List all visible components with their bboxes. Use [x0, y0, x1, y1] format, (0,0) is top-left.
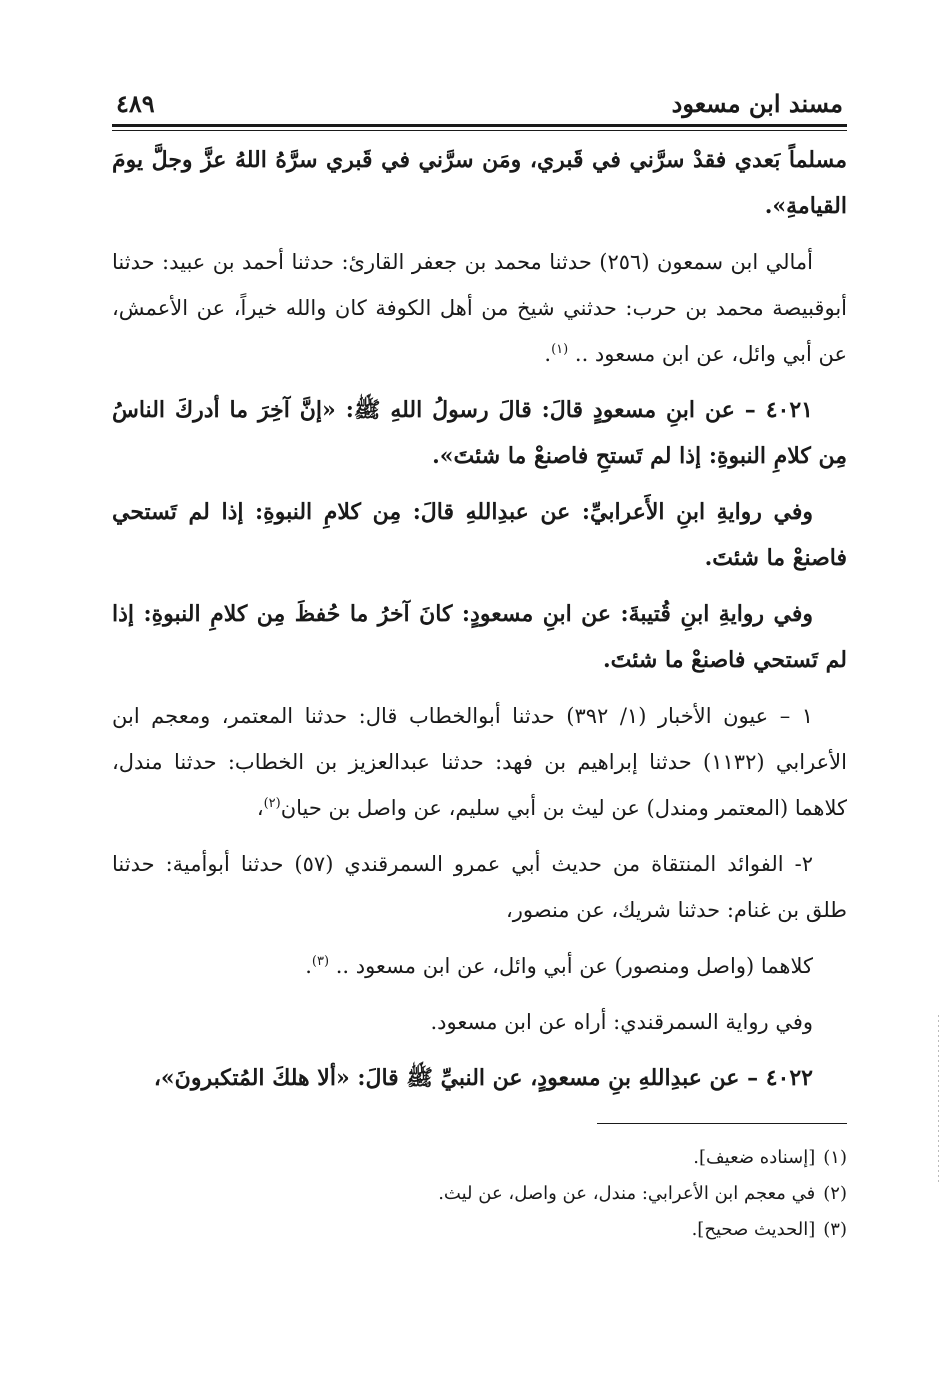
hadith-continuation: مسلماً بَعدي فقدْ سرَّني في قَبري، ومَن سرَّني في قَبري سرَّهُ اللهُ عزَّ وجلَّ يومَ القيامةِ». — [112, 147, 847, 219]
footnote-ref[interactable]: (٢) — [263, 796, 281, 811]
hadith-4021: ٤٠٢١ – عن ابنِ مسعودٍ قالَ: قالَ رسولُ اللهِ ﷺ: «إنَّ آخِرَ ما أدركَ الناسُ مِن كلامِ النبوةِ: إذا لم تَستحِ فاصنعْ ما شئتَ». — [112, 397, 847, 469]
source-paragraph: أمالي ابن سمعون (٢٥٦) حدثنا محمد بن جعفر القارئ: حدثنا أحمد بن عبيد: حدثنا أبوقبيصة محمد بن حرب: حدثني شيخ من أهل الكوفة كان والله خيراً، عن الأعمش، عن أبي وائل، عن ابن مسعود .. $^{(١)}$. — [112, 250, 847, 366]
source-paragraph: ٢- الفوائد المنتقاة من حديث أبي عمرو السمرقندي (٥٧) حدثنا أبوأمية: حدثنا طلق بن غنام: حدثنا شريك، عن منصور، — [112, 852, 847, 922]
footnote-number: (٢) — [823, 1183, 847, 1204]
header-rule-thin — [112, 130, 847, 131]
footnote — [112, 1212, 847, 1248]
footnote-ref[interactable]: (١) — [551, 342, 569, 357]
source-paragraph: كلاهما (واصل ومنصور) عن أبي وائل، عن ابن مسعود .. $^{(٣)}$. — [305, 954, 813, 978]
footnote-number: (٣) — [823, 1219, 847, 1240]
footnote — [112, 1176, 847, 1212]
footnote-text: في معجم ابن الأعرابي: مندل، عن واصل، عن ليث. — [438, 1183, 816, 1204]
hadith-4022: ٤٠٢٢ – عن عبدِاللهِ بنِ مسعودٍ، عن النبيِّ ﷺ قالَ: «ألا هلكَ المُتكبرونَ»، — [153, 1065, 813, 1091]
riwaya-ibn-qutayba: وفي روايةِ ابنِ قُتيبةَ: عن ابنِ مسعودٍ: كانَ آخرُ ما حُفظَ مِن كلامِ النبوةِ: إذا لم تَستحي فاصنعْ ما شئتَ. — [112, 601, 847, 673]
footnote-separator — [597, 1123, 847, 1124]
riwaya-ibn-alarabi: وفي روايةِ ابنِ الأَعرابيِّ: عن عبدِاللهِ قالَ: مِن كلامِ النبوةِ: إذا لم تَستحي فاصنعْ ما شئتَ. — [112, 499, 847, 571]
source-paragraph: وفي رواية السمرقندي: أراه عن ابن مسعود. — [430, 1010, 813, 1034]
main-text — [112, 137, 847, 1101]
page-header — [112, 78, 847, 118]
footnotes — [112, 1140, 847, 1248]
source-paragraph: ١ – عيون الأخبار (١/ ٣٩٢) حدثنا أبوالخطاب قال: حدثنا المعتمر، ومعجم ابن الأعرابي (١١٣٢) حدثنا إبراهيم بن فهد: حدثنا عبدالعزيز بن الخطاب: حدثنا مندل، كلاهما (المعتمر ومندل) عن ليث بن أبي سليم، عن واصل بن حيان$^{(٢)}$، — [112, 704, 847, 820]
running-title: مسند ابن مسعود — [671, 89, 843, 118]
header-rule — [112, 124, 847, 131]
scan-edge-marks — [938, 1015, 939, 1185]
page-number: ٤٨٩ — [116, 89, 155, 118]
header-rule-thick — [112, 124, 847, 127]
footnote-text: [الحديث صحيح]. — [691, 1219, 816, 1240]
footnote — [112, 1140, 847, 1176]
footnote-text: [إسناده ضعيف]. — [693, 1147, 816, 1168]
book-page — [112, 78, 847, 1248]
footnote-ref[interactable]: (٣) — [311, 954, 330, 969]
footnote-number: (١) — [823, 1147, 847, 1168]
